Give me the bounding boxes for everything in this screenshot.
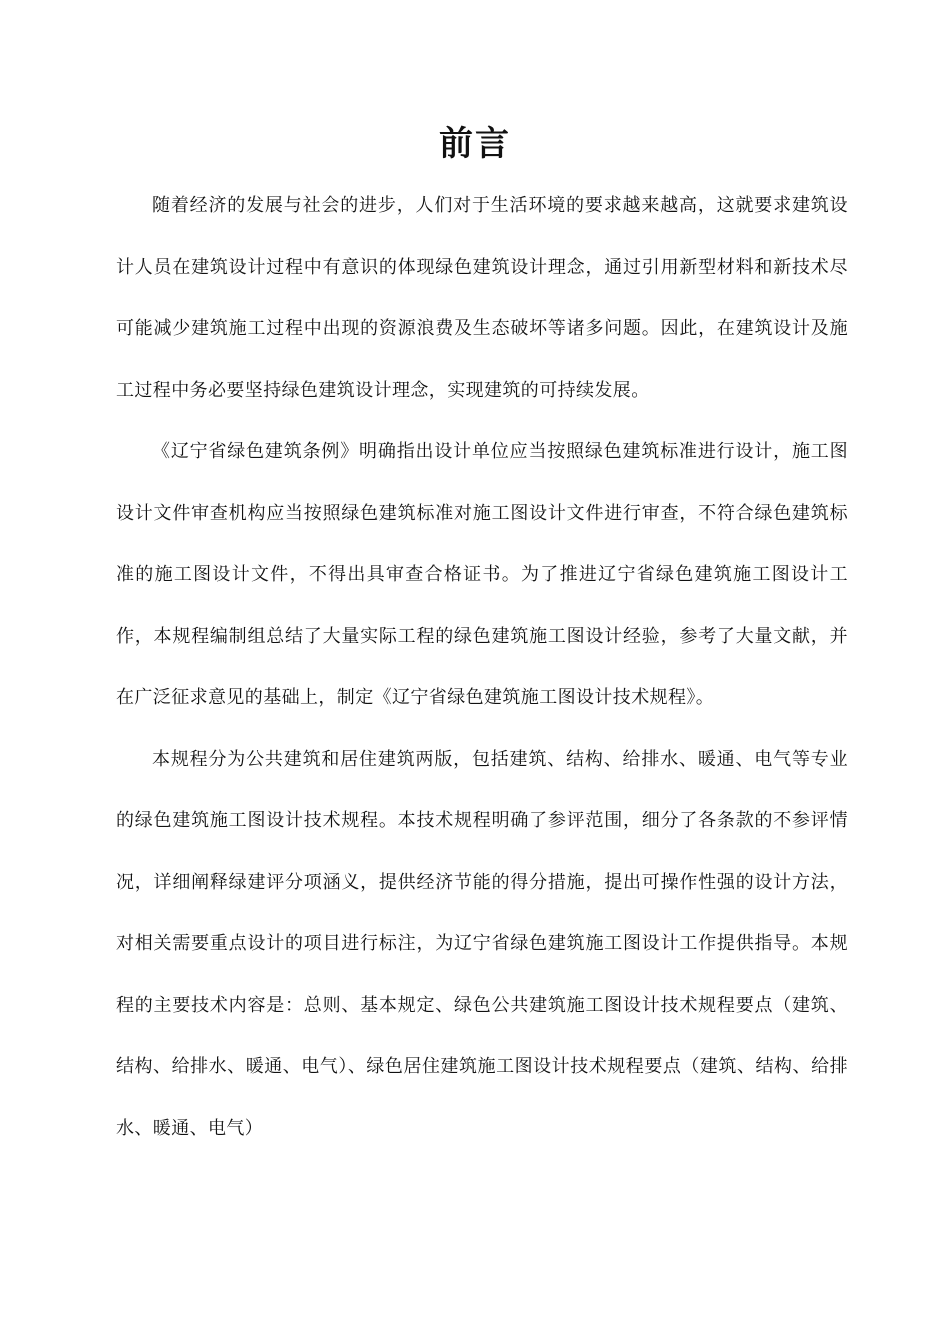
document-body bbox=[116, 175, 848, 1159]
paragraph-intro: 随着经济的发展与社会的进步，人们对于生活环境的要求越来越高，这就要求建筑设计人员在建筑设计过程中有意识的体现绿色建筑设计理念，通过引用新型材料和新技术尽可能减少建筑施工过程中出现的资源浪费及生态破坏等诸多问题。因此，在建筑设计及施工过程中务必要坚持绿色建筑设计理念，实现建筑的可持续发展。 bbox=[116, 195, 848, 401]
page-title: 前言 bbox=[439, 124, 511, 164]
paragraph-regulation: 《辽宁省绿色建筑条例》明确指出设计单位应当按照绿色建筑标准进行设计，施工图设计文件审查机构应当按照绿色建筑标准对施工图设计文件进行审查，不符合绿色建筑标准的施工图设计文件，不得出具审查合格证书。为了推进辽宁省绿色建筑施工图设计工作，本规程编制组总结了大量实际工程的绿色建筑施工图设计经验，参考了大量文献，并在广泛征求意见的基础上，制定《辽宁省绿色建筑施工图设计技术规程》。 bbox=[116, 441, 848, 708]
paragraph-scope: 本规程分为公共建筑和居住建筑两版，包括建筑、结构、给排水、暖通、电气等专业的绿色建筑施工图设计技术规程。本技术规程明确了参评范围，细分了各条款的不参评情况，详细阐释绿建评分项涵义，提供经济节能的得分措施，提出可操作性强的设计方法，对相关需要重点设计的项目进行标注，为辽宁省绿色建筑施工图设计工作提供指导。本规程的主要技术内容是：总则、基本规定、绿色公共建筑施工图设计技术规程要点（建筑、结构、给排水、暖通、电气）、绿色居住建筑施工图设计技术规程要点（建筑、结构、给排水、暖通、电气） bbox=[116, 748, 848, 1139]
